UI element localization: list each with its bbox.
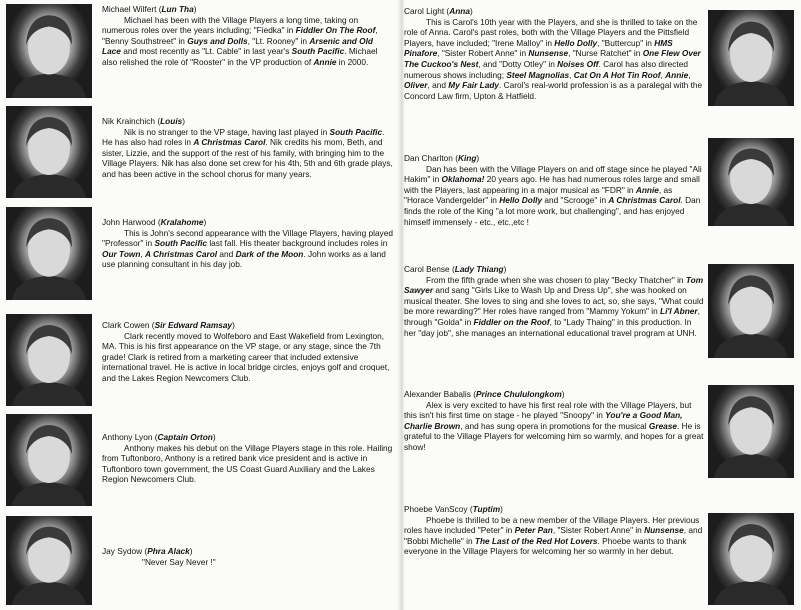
character-role: Tuptim <box>472 504 501 514</box>
headshot-photo <box>708 385 794 478</box>
cast-bio <box>102 217 394 270</box>
cast-name-line: Anthony Lyon (Captain Orton) <box>102 432 216 442</box>
headshot-photo <box>708 138 794 226</box>
shoulders-shape <box>12 73 86 98</box>
cast-name-line: Carol Light (Anna) <box>404 6 473 16</box>
cast-bio <box>404 264 704 338</box>
cast-member-name: Anthony Lyon <box>102 432 153 442</box>
shoulders-shape <box>12 174 86 198</box>
headshot-photo <box>6 4 92 98</box>
character-role: Captain Orton <box>157 432 213 442</box>
cast-bio <box>404 504 704 557</box>
character-role: Sir Edward Ramsay <box>154 320 233 330</box>
shoulders-shape <box>12 582 86 605</box>
cast-bio <box>102 546 394 567</box>
cast-member-name: Phoebe VanScoy <box>404 504 468 514</box>
cast-bio <box>102 116 394 180</box>
cast-member-name: Jay Sydow <box>102 546 143 556</box>
cast-bio <box>102 432 394 485</box>
bio-text: From the fifth grade when she was chosen to play "Becky Thatcher" in Tom Sawyer and sang "Girls Like to Wash Up and Dress Up", she was hooked on musical theater. She loves to sing and she loves to act, so, she says, "What could be more rewarding?" Her roles have ranged from "Mammy Yokum" in Li'l Abner, through "Golda" in Fiddler on the Roof, to "Lady Thaing" in this production. In her "day job", she manages an international educational travel program at UNH. <box>404 274 704 338</box>
headshot-photo <box>6 516 92 605</box>
cast-member-name: Clark Cowen <box>102 320 150 330</box>
cast-name-line: Alexander Babalis (Prince Chululongkom) <box>404 389 565 399</box>
cast-bio <box>102 4 394 68</box>
bio-quote: "Never Say Never !" <box>142 556 216 567</box>
cast-bio <box>102 320 394 384</box>
cast-member-name: Dan Charlton <box>404 153 453 163</box>
cast-member-name: Nik Krainchich <box>102 116 156 126</box>
cast-name-line: Michael Wilfert (Lun Tha) <box>102 4 197 14</box>
character-role: Prince Chululongkom <box>475 389 562 399</box>
character-role: King <box>457 153 477 163</box>
bio-text: Clark recently moved to Wolfeboro and East Wakefield from Lexington, MA. This is his first appearance on the VP stage, or any stage, since the 7th grade! Clark is retired from a marketing career that included extensive international travel. He is active in local bridge circles, enjoys golf and croquet, and the Lakes Region Newcomers Club. <box>102 330 390 383</box>
headshot-photo <box>6 207 92 300</box>
cast-name-line: Dan Charlton (King) <box>404 153 480 163</box>
headshot-photo <box>708 10 794 106</box>
character-role: Kralahome <box>160 217 204 227</box>
character-role: Lun Tha <box>161 4 194 14</box>
cast-name-line: Nik Krainchich (Louis) <box>102 116 185 126</box>
cast-bio <box>404 389 704 453</box>
shoulders-shape <box>12 276 86 300</box>
cast-member-name: Michael Wilfert <box>102 4 157 14</box>
character-role: Louis <box>160 116 183 126</box>
bio-text: Anthony makes his debut on the Village Players stage in this role. Hailing from Tuftonboro, Anthony is a retired bank vice president and is active in Tuftonboro town government, the US Coast Guard Auxiliary and the Lakes Region Newcomers Club. <box>102 442 393 485</box>
character-role: Anna <box>449 6 470 16</box>
headshot-photo <box>6 106 92 198</box>
cast-name-line: John Harwood (Kralahome) <box>102 217 207 227</box>
headshot-photo <box>708 264 794 358</box>
shoulders-shape <box>714 454 788 478</box>
cast-bio <box>404 6 704 101</box>
cast-name-line: Phoebe VanScoy (Tuptim) <box>404 504 503 514</box>
cast-member-name: Carol Light <box>404 6 445 16</box>
right-page <box>401 0 801 610</box>
shoulders-shape <box>714 333 788 358</box>
bio-text: Nik is no stranger to the VP stage, having last played in South Pacific. He has also had roles in A Christmas Carol. Nik credits his mom, Beth, and sister, Lizzie, and the support of the rest of his family, with bringing him to the Village Players. Nik has also done set crew for his 4th, 5th and 6th grade plays, and has been active in the school chorus for many years. <box>102 126 393 179</box>
bio-text: Phoebe is thrilled to be a new member of the Village Players. Her previous roles have included "Peter" in Peter Pan, "Sister Robert Anne" in Nunsense, and "Bobbi Michelle" in The Last of the Red Hot Lovers. Phoebe wants to thank everyone in the Village Players for welcoming her so warmly in her debut. <box>404 514 703 557</box>
shoulders-shape <box>12 482 86 506</box>
cast-name-line: Clark Cowen (Sir Edward Ramsay) <box>102 320 235 330</box>
shoulders-shape <box>714 81 788 106</box>
headshot-photo <box>708 513 794 605</box>
cast-member-name: John Harwood <box>102 217 156 227</box>
bio-text: This is Carol's 10th year with the Players, and she is thrilled to take on the role of Anna. Carol's past roles, both with the Village Players and the Pittsfield Players, have included; "Irene Malloy" in Hello Dolly, "Buttercup" in HMS Pinafore, "Sister Robert Anne" in Nunsense, "Nurse Ratchet" in One Flew Over The Cuckoo's Nest, and "Dotty Otley" in Noises Off. Carol has also directed numerous shows including; Steel Magnolias, Cat On A Hot Tin Roof, Annie, Oliver, and My Fair Lady. Carol's real-world profession is as a paralegal with the Concord Law firm, Upton & Hatfield. <box>404 16 703 101</box>
cast-name-line: Jay Sydow (Phra Alack) <box>102 546 193 556</box>
bio-text: Dan has been with the Village Players on and off stage since he played "Ali Hakim" in Oklahoma! 20 years ago. He has had numerous roles large and small with the Players, last appearing in a major musical as "FDR" in Annie, as "Horace Vandergelder" in Hello Dolly and "Scrooge" in A Christmas Carol. Dan finds the role of the King "a lot more work, but challenging", and has enjoyed himself immensely - etc., etc.,etc ! <box>404 163 702 227</box>
character-role: Phra Alack <box>147 546 190 556</box>
shoulders-shape <box>714 581 788 605</box>
cast-member-name: Carol Bense <box>404 264 450 274</box>
cast-member-name: Alexander Babalis <box>404 389 471 399</box>
shoulders-shape <box>714 203 788 226</box>
bio-text: Alex is very excited to have his first real role with the Village Players, but this isn't his first time on stage - he played "Snoopy" in You're a Good Man, Charlie Brown, and has sung opera in promotions for the musical Grease. He is grateful to the Village Players for welcoming him so warmly, and hopes for a great show! <box>404 399 704 452</box>
shoulders-shape <box>12 382 86 406</box>
headshot-photo <box>6 414 92 506</box>
character-role: Lady Thiang <box>454 264 504 274</box>
bio-text: This is John's second appearance with the Village Players, having played "Professor" in South Pacific last fall. His theater background includes roles in Our Town, A Christmas Carol and Dark of the Moon. John works as a land use planning consultant in his day job. <box>102 227 393 270</box>
cast-name-line: Carol Bense (Lady Thiang) <box>404 264 507 274</box>
left-page <box>0 0 400 610</box>
cast-bio <box>404 153 704 227</box>
bio-text: Michael has been with the Village Players a long time, taking on numerous roles over the years including; "Fiedka" in Fiddler On The Roof, "Benny Southstreet" in Guys and Dolls, "Lt. Rooney" in Arsenic and Old Lace and most recently as "Lt. Cable" in last year's South Pacific. Michael also relished the role of "Rooster" in the VP production of Annie in 2000. <box>102 14 378 67</box>
headshot-photo <box>6 314 92 406</box>
